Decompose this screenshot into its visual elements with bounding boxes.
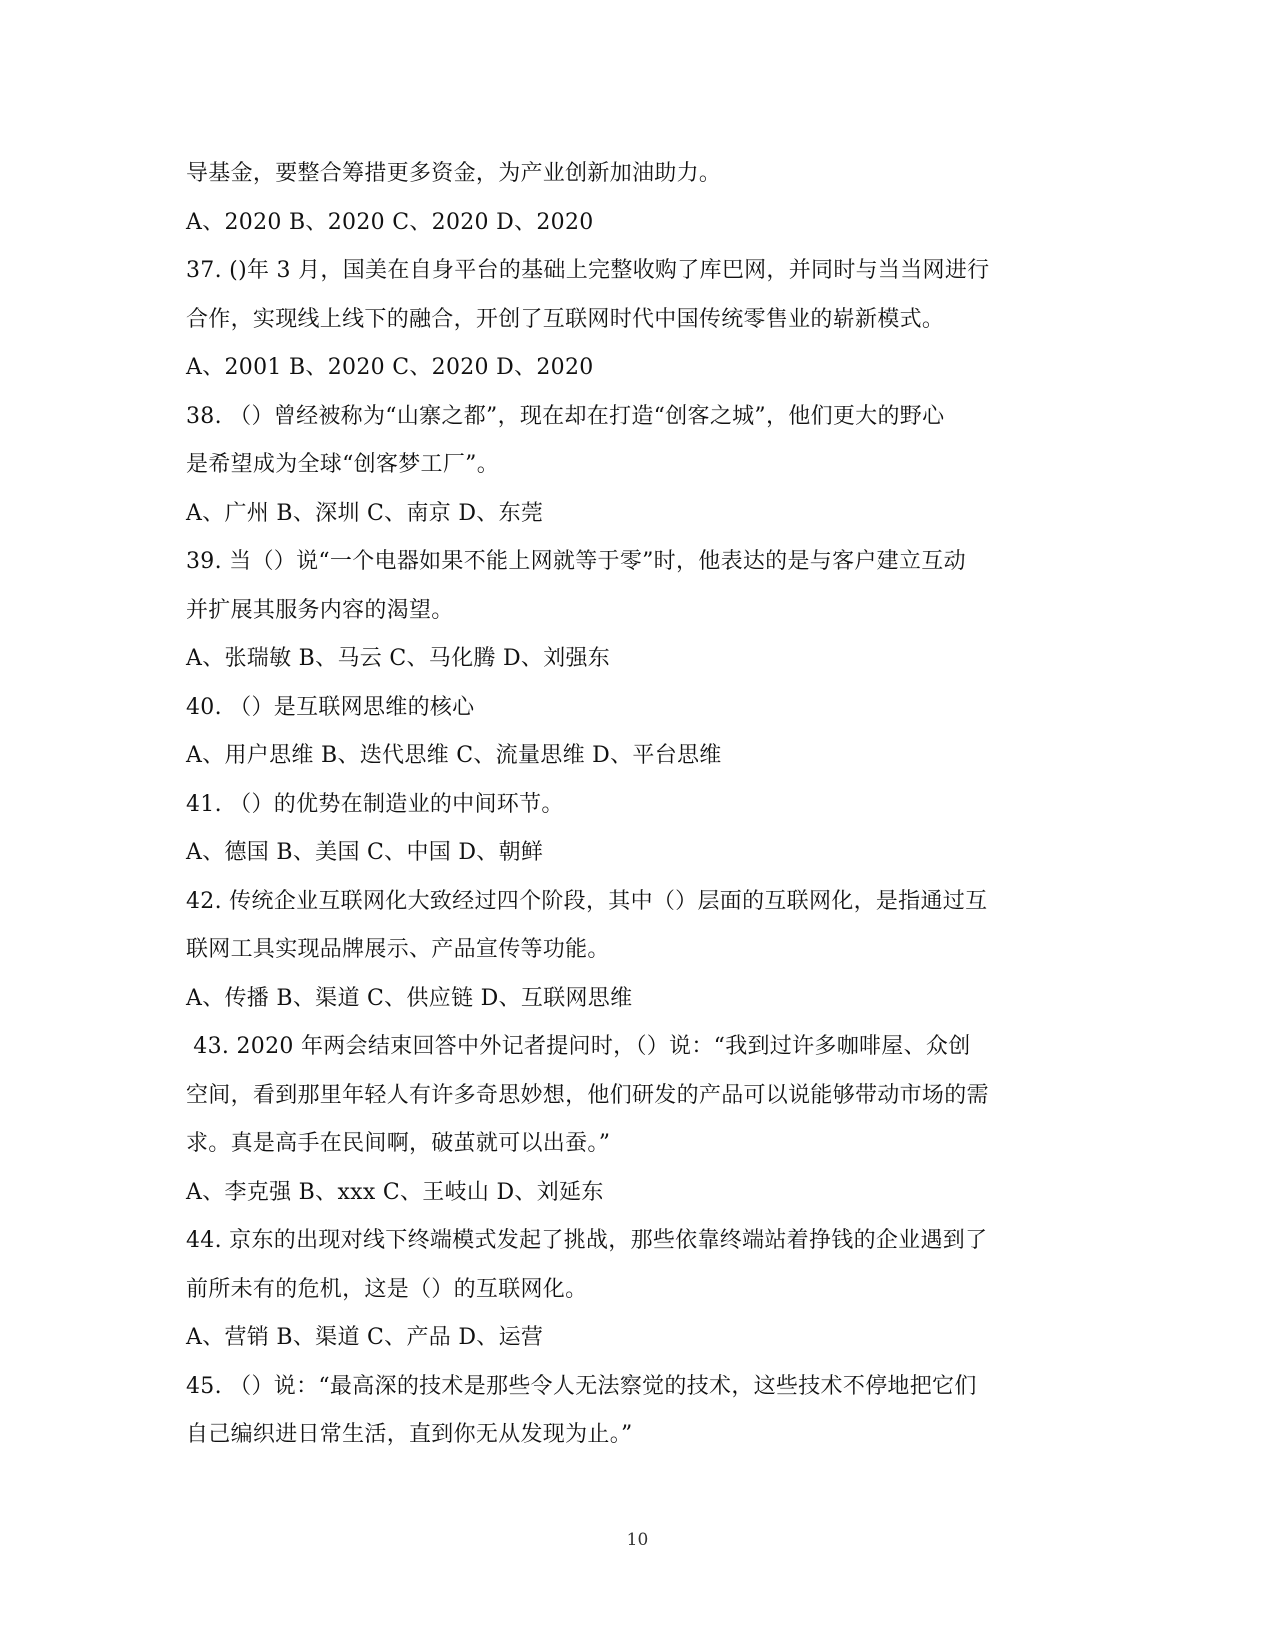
answer-options: A、李克强 B、xxx C、王岐山 D、刘延东 xyxy=(186,1179,604,1205)
question-37: 37. ()年 3 月，国美在自身平台的基础上完整收购了库巴网，并同时与当当网进行 xyxy=(186,258,990,283)
text-line: 导基金，要整合筹措更多资金，为产业创新加油助力。 xyxy=(186,161,722,186)
question-38: 38. （）曾经被称为“山寨之都”，现在却在打造“创客之城”，他们更大的野心 xyxy=(186,403,945,429)
text-line: 自己编织进日常生活，直到你无从发现为止。” xyxy=(186,1422,633,1447)
answer-options: A、张瑞敏 B、马云 C、马化腾 D、刘强东 xyxy=(186,646,611,671)
answer-options: A、用户思维 B、迭代思维 C、流量思维 D、平台思维 xyxy=(186,743,722,768)
answer-options: A、营销 B、渠道 C、产品 D、运营 xyxy=(186,1325,544,1350)
question-39: 39. 当（）说“一个电器如果不能上网就等于零”时，他表达的是与客户建立互动 xyxy=(186,549,966,574)
question-45: 45. （）说：“最高深的技术是那些令人无法察觉的技术，这些技术不停地把它们 xyxy=(186,1373,977,1399)
text-line: 合作，实现线上线下的融合，开创了互联网时代中国传统零售业的崭新模式。 xyxy=(186,306,945,332)
text-line: 并扩展其服务内容的渴望。 xyxy=(186,597,454,623)
question-43: 43. 2020 年两会结束回答中外记者提问时，（）说：“我到过许多咖啡屋、众创 xyxy=(186,1034,971,1059)
text-line: 联网工具实现品牌展示、产品宣传等功能。 xyxy=(186,937,610,962)
text-line: 前所未有的危机，这是（）的互联网化。 xyxy=(186,1276,588,1302)
answer-options: A、传播 B、渠道 C、供应链 D、互联网思维 xyxy=(186,985,633,1011)
question-42: 42. 传统企业互联网化大致经过四个阶段，其中（）层面的互联网化，是指通过互 xyxy=(186,888,988,914)
page-number: 10 xyxy=(626,1530,649,1550)
text-line: 是希望成为全球“创客梦工厂”。 xyxy=(186,452,499,477)
text-line: 求。真是高手在民间啊，破茧就可以出蚕。” xyxy=(186,1131,611,1156)
question-40: 40. （）是互联网思维的核心 xyxy=(186,694,475,720)
answer-options: A、广州 B、深圳 C、南京 D、东莞 xyxy=(186,500,544,526)
text-line: 空间，看到那里年轻人有许多奇思妙想，他们研发的产品可以说能够带动市场的需 xyxy=(186,1082,989,1108)
answer-options: A、德国 B、美国 C、中国 D、朝鲜 xyxy=(186,840,544,865)
page-body xyxy=(186,150,1096,1460)
question-41: 41. （）的优势在制造业的中间环节。 xyxy=(186,791,564,817)
question-44: 44. 京东的出现对线下终端模式发起了挑战，那些依靠终端站着挣钱的企业遇到了 xyxy=(186,1228,988,1253)
answer-options: A、2001 B、2020 C、2020 D、2020 xyxy=(186,355,594,380)
answer-options: A、2020 B、2020 C、2020 D、2020 xyxy=(186,209,594,235)
